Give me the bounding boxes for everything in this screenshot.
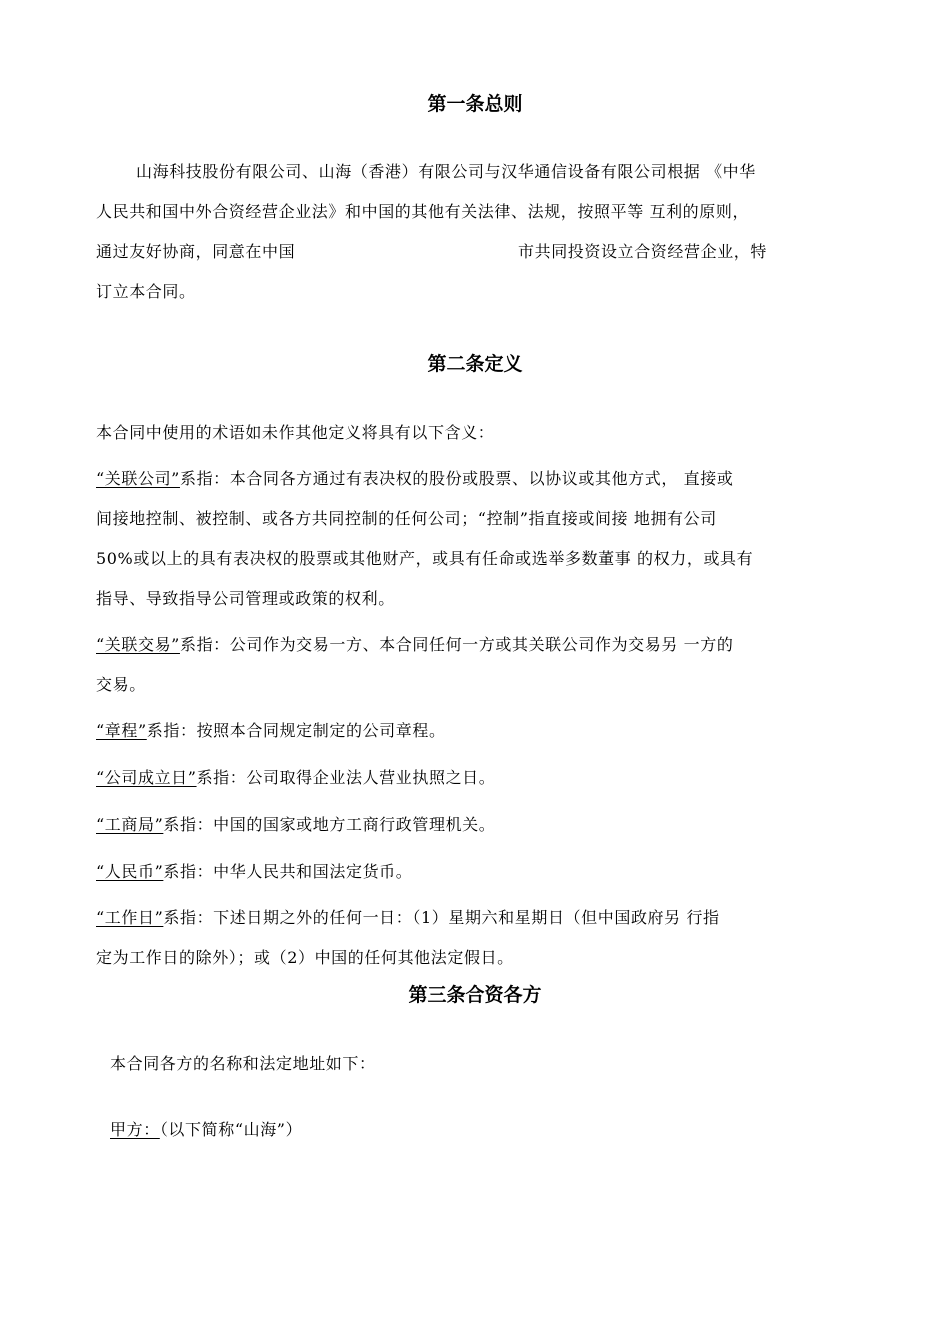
definition-workday-first-line [96,906,720,930]
definition-text: 系指：中国的国家或地方工商行政管理机关。 [163,815,496,834]
party-a-label: 甲方： [110,1120,160,1139]
definition-workday-line-2: 定为工作日的除外）；或（2）中国的任何其他法定假日。 [96,948,514,967]
definition-rmb [96,860,412,884]
article-2-intro: 本合同中使用的术语如未作其他定义将具有以下含义： [96,423,495,442]
definition-text: 系指：中华人民共和国法定货币。 [163,862,413,881]
definition-text: 系指：本合同各方通过有表决权的股份或股票、以协议或其他方式， 直接或 [179,469,734,488]
article-2-heading: 第二条定义 [427,353,523,375]
definition-term: “章程” [96,721,147,740]
definition-articles [96,719,446,743]
article-1-heading: 第一条总则 [427,93,523,115]
definition-term: “人民币” [96,862,164,881]
definition-establishment-date [96,766,495,790]
definition-text: 系指：下述日期之外的任何一日：（1）星期六和星期日（但中国政府另 行指 [163,908,720,927]
definition-transaction-line-2: 交易。 [96,675,146,694]
party-a-note: （以下简称“山海”） [159,1120,303,1139]
definition-term: “关联交易” [96,635,180,654]
article-1-line-1: 山海科技股份有限公司、山海（香港）有限公司与汉华通信设备有限公司根据 《中华 [136,162,756,181]
definition-transaction-first-line [96,633,733,657]
definition-affiliate-line-4: 指导、导致指导公司管理或政策的权利。 [96,589,395,608]
party-a-line [110,1118,302,1142]
definition-term: “工商局” [96,815,164,834]
definition-affiliate-first-line [96,467,733,491]
article-3-heading: 第三条合资各方 [408,984,542,1006]
definition-affiliate-line-3: 50%或以上的具有表决权的股票或其他财产，或具有任命或选举多数董事 的权力，或具有 [96,549,754,568]
definition-term: “工作日” [96,908,164,927]
definition-text: 系指：按照本合同规定制定的公司章程。 [146,721,446,740]
definition-saic [96,813,495,837]
definition-term: “公司成立日” [96,768,197,787]
article-1-line-3a: 通过友好协商，同意在中国 [96,242,296,261]
definition-affiliate-line-2: 间接地控制、被控制、或各方共同控制的任何公司；“控制”指直接或间接 地拥有公司 [96,509,717,528]
definition-text: 系指：公司作为交易一方、本合同任何一方或其关联公司作为交易另 一方的 [179,635,734,654]
definition-text: 系指：公司取得企业法人营业执照之日。 [196,768,496,787]
article-1-line-2: 人民共和国中外合资经营企业法》和中国的其他有关法律、法规，按照平等 互利的原则， [96,202,750,221]
article-1-line-4: 订立本合同。 [96,282,196,301]
article-3-intro: 本合同各方的名称和法定地址如下： [110,1054,376,1073]
article-1-line-3b: 市共同投资设立合资经营企业，特 [518,242,768,261]
definition-term: “关联公司” [96,469,180,488]
